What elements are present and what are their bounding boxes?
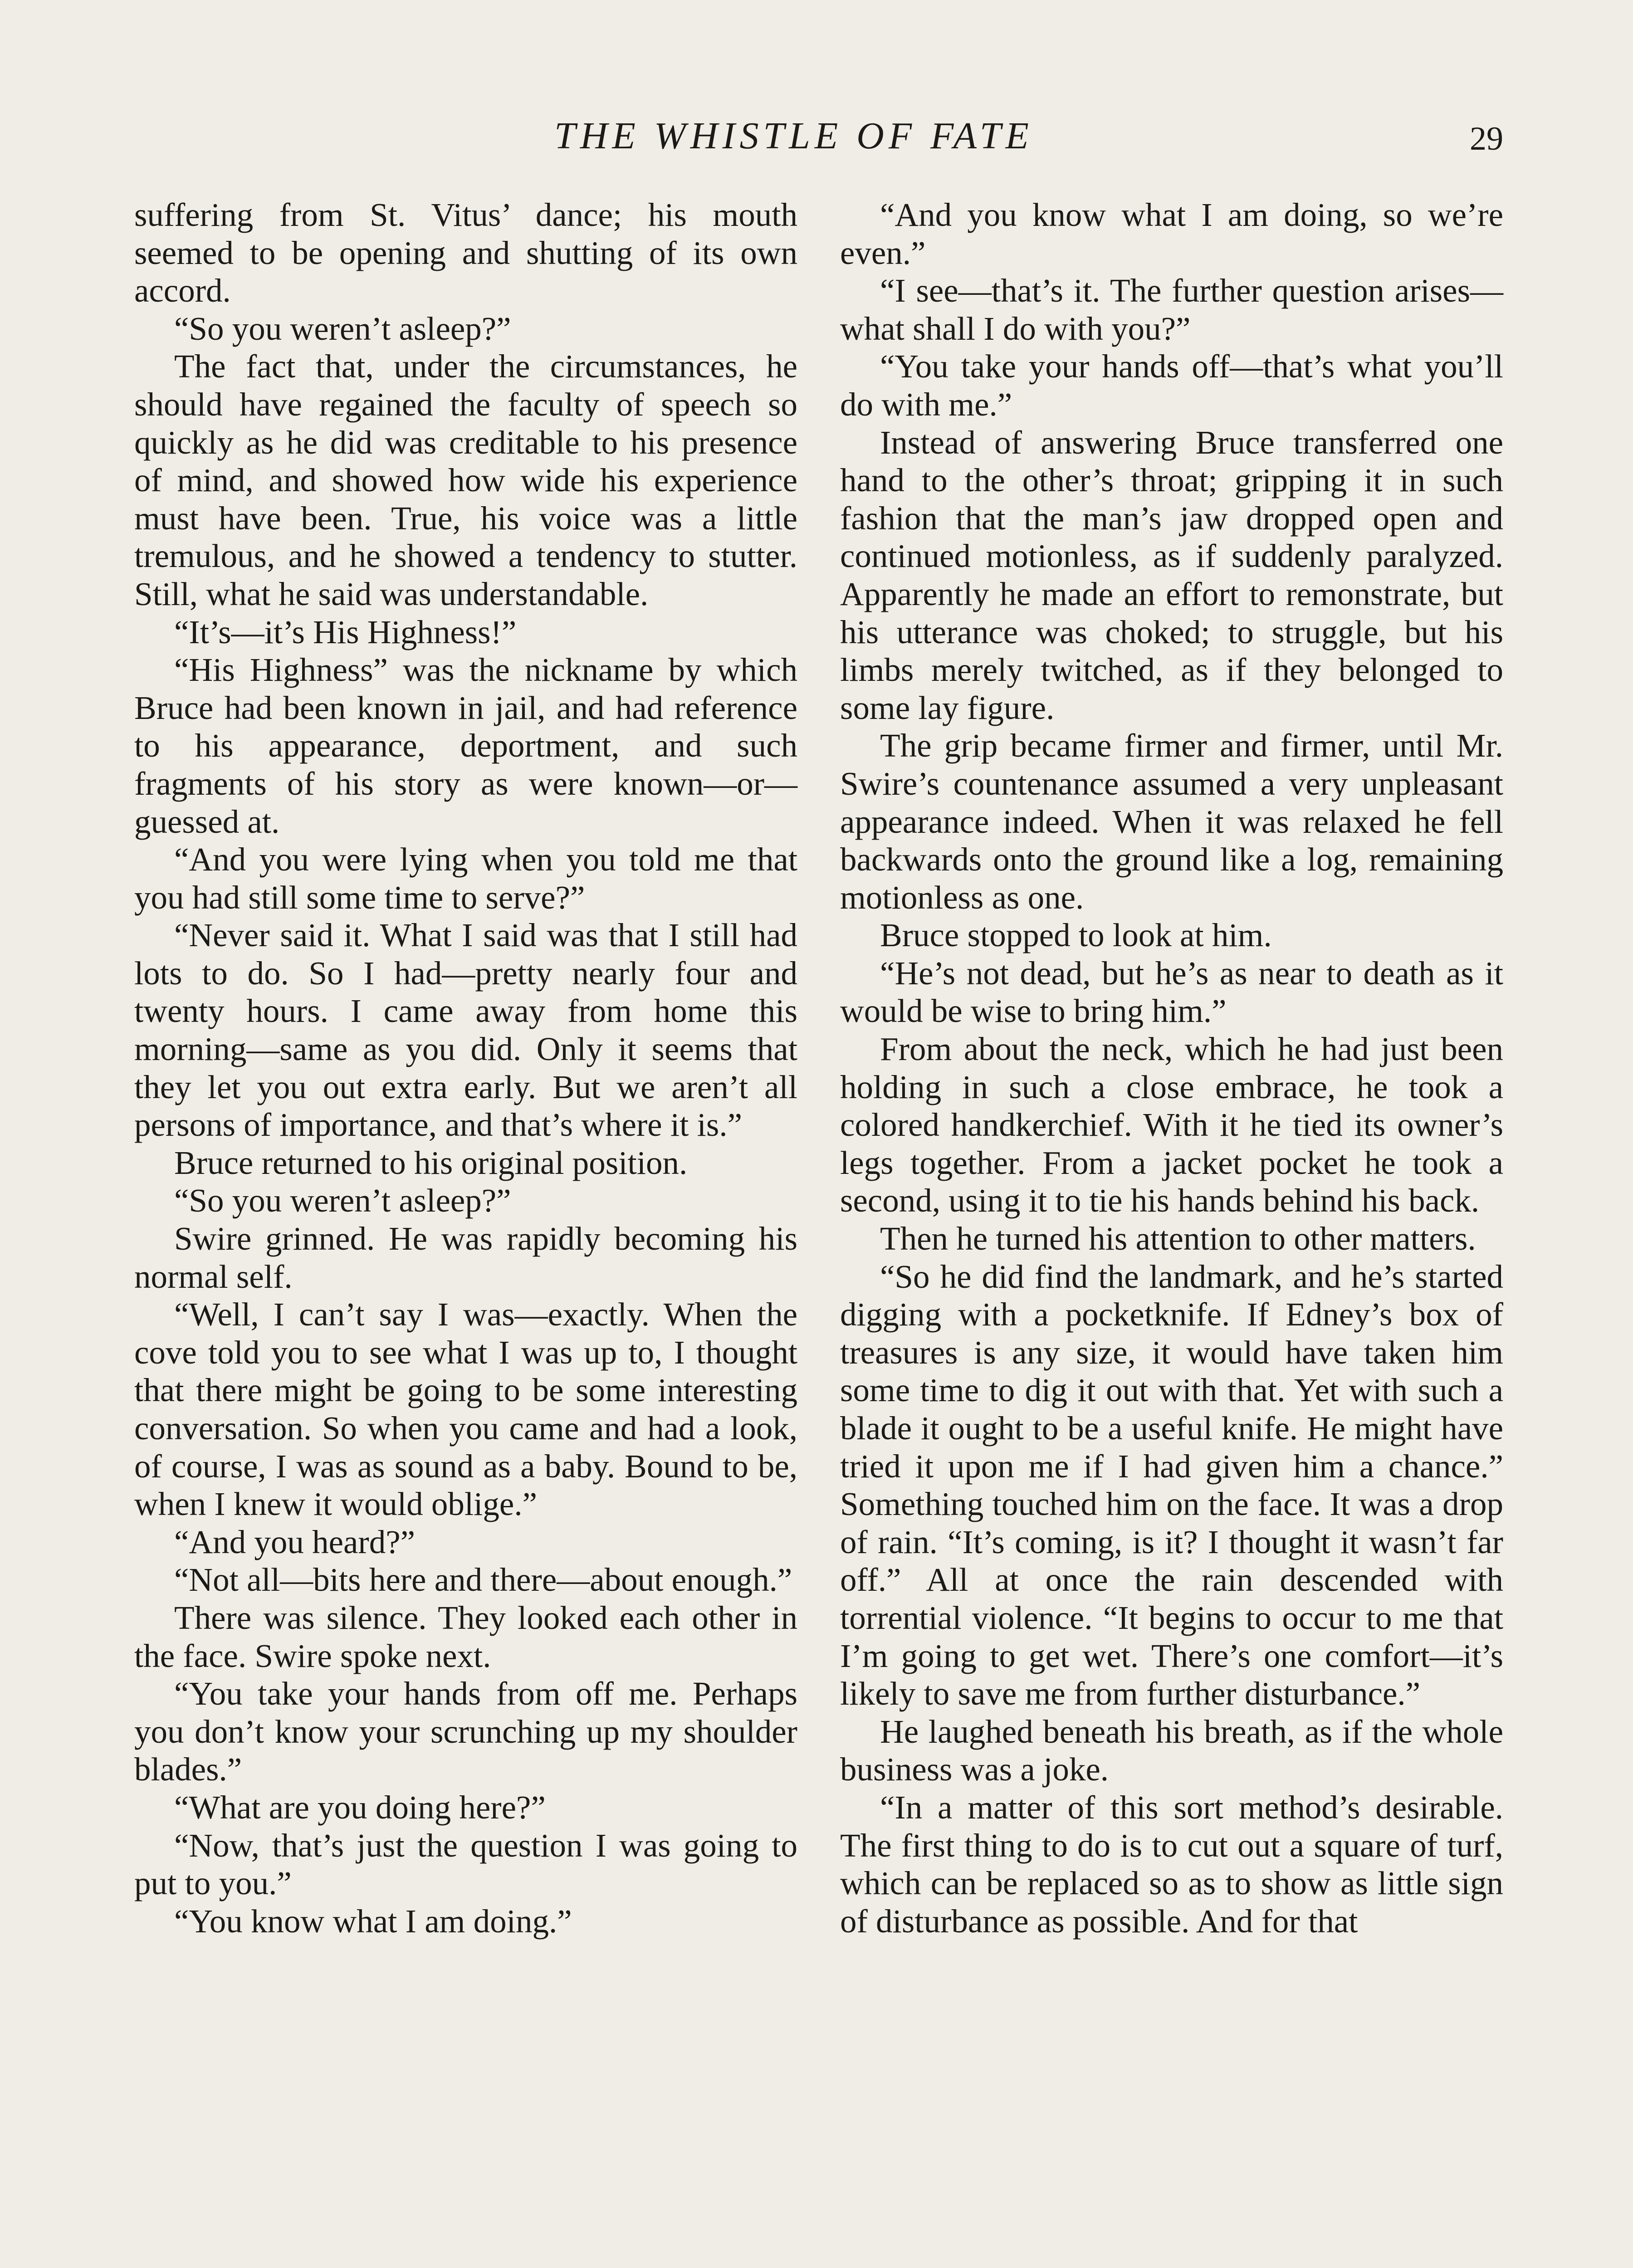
paragraph: “You take your hands off—that’s what you’ll do with me.” (840, 348, 1503, 423)
running-title: THE WHISTLE OF FATE (554, 115, 1033, 157)
paragraph: He laughed beneath his breath, as if the whole business was a joke. (840, 1713, 1503, 1788)
paragraph: “And you were lying when you told me that you had still some time to serve?” (134, 841, 797, 916)
paragraph: Then he turned his attention to other matters. (880, 1220, 1476, 1257)
paragraph: The fact that, under the circumstances, he should have regained the faculty of speech so quickly as he did was creditable to his presence of mind, and showed how wide his experience must have been. True, his voice was a little tremulous, and he showed a tendency to stutter. Still, what he said was understandable. (134, 348, 797, 612)
paragraph: Swire grinned. He was rapidly becoming his normal self. (134, 1220, 797, 1295)
paragraph: “I see—that’s it. The further question arises—what shall I do with you?” (840, 272, 1503, 347)
paragraph: “And you know what I am doing, so we’re even.” (840, 196, 1503, 271)
paragraph: “Not all—bits here and there—about enough.” (174, 1561, 792, 1598)
paragraph: “Well, I can’t say I was—exactly. When the cove told you to see what I was up to, I thought that there might be going to be some interesting conversation. So when you came and had a look, of course, I was as sound as a baby. Bound to be, when I knew it would oblige.” (134, 1296, 797, 1523)
paragraph: “So he did find the landmark, and he’s started digging with a pocketknife. If Edney’s box of treasures is any size, it would have taken him some time to dig it out with that. Yet with such a blade it ought to be a useful knife. He might have tried it upon me if I had given him a chance.” Something touched him on the face. It was a drop of rain. “It’s coming, is it? I thought it wasn’t far off.” All at once the rain descended with torrential violence. “It begins to occur to me that I’m going to get wet. There’s one comfort—it’s likely to save me from further disturbance.” (840, 1258, 1503, 1712)
paragraph: “And you heard?” (174, 1523, 416, 1560)
paragraph: “It’s—it’s His Highness!” (174, 613, 517, 650)
paragraph: “You take your hands from off me. Perhaps you don’t know your scrunching up my shoulder blades.” (134, 1675, 797, 1788)
paragraph: Instead of answering Bruce transferred one hand to the other’s throat; gripping it in such fashion that the man’s jaw dropped open and continued motionless, as if suddenly paralyzed. Apparently he made an effort to remonstrate, but his utterance was choked; to struggle, but his limbs merely twitched, as if they belonged to some lay figure. (840, 424, 1503, 726)
paragraph: Bruce returned to his original position. (174, 1144, 688, 1181)
paragraph: “Never said it. What I said was that I still had lots to do. So I had—pretty nearly four and twenty hours. I came away from home this morning—same as you did. Only it seems that they let you out extra early. But we aren’t all persons of importance, and that’s where it is.” (134, 917, 797, 1144)
paragraph: “What are you doing here?” (174, 1789, 546, 1826)
paragraph: “His Highness” was the nickname by which Bruce had been known in jail, and had reference to his appearance, deportment, and such fragments of his story as were known—or—guessed at. (134, 651, 797, 840)
paragraph: “In a matter of this sort method’s desirable. The first thing to do is to cut out a square of turf, which can be replaced so as to show as little sign of disturbance as possible. And for that (840, 1789, 1503, 1940)
paragraph: There was silence. They looked each other in the face. Swire spoke next. (134, 1599, 797, 1674)
paragraph: “Now, that’s just the question I was going to put to you.” (134, 1827, 797, 1902)
running-head (0, 113, 1633, 168)
paragraph: “So you weren’t asleep?” (174, 310, 511, 347)
right-column (840, 196, 1503, 1940)
paragraph: “You know what I am doing.” (174, 1902, 572, 1940)
paragraph: The grip became firmer and firmer, until Mr. Swire’s countenance assumed a very unpleasant appearance indeed. When it was relaxed he fell backwards onto the ground like a log, remaining motionless as one. (840, 727, 1503, 916)
paragraph: suffering from St. Vitus’ dance; his mouth seemed to be opening and shutting of its own accord. (134, 196, 797, 309)
paragraph: “So you weren’t asleep?” (174, 1182, 511, 1219)
left-column (134, 196, 797, 1940)
page-number: 29 (1470, 120, 1503, 157)
paragraph: Bruce stopped to look at him. (880, 917, 1272, 954)
paragraph: From about the neck, which he had just been holding in such a close embrace, he took a colored handkerchief. With it he tied its owner’s legs together. From a jacket pocket he took a second, using it to tie his hands behind his back. (840, 1031, 1503, 1219)
paragraph: “He’s not dead, but he’s as near to death as it would be wise to bring him.” (840, 954, 1503, 1030)
